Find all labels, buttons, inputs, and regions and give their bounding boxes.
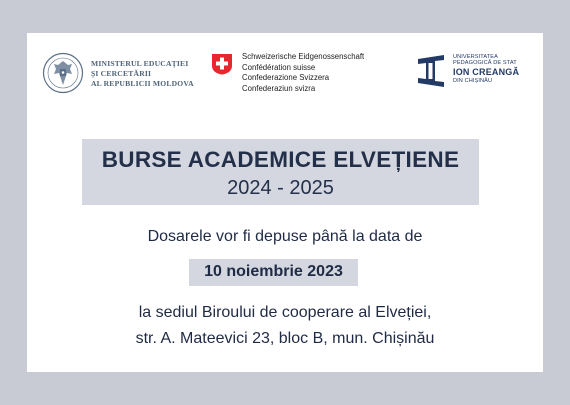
deadline-date-banner	[189, 259, 358, 286]
university-name-line: PEDAGOGICĂ DE STAT	[453, 60, 517, 67]
moldova-coat-of-arms-icon	[42, 52, 84, 94]
deadline-text: Dosarele vor fi depuse până la data de	[147, 228, 423, 245]
deadline-date: 10 noiembrie 2023	[204, 263, 343, 280]
university-name-main: ION CREANGĂ	[453, 66, 520, 77]
announcement-card	[27, 33, 543, 372]
swiss-name-line: Confederaziun svizra	[242, 83, 316, 93]
swiss-name-line: Schweizerische Eidgenossenschaft	[242, 52, 365, 61]
address-line: str. A. Mateevici 23, bloc B, mun. Chișinău	[135, 330, 435, 347]
ministry-name-line: AL REPUBLICII MOLDOVA	[91, 79, 194, 88]
ministry-name-line: ȘI CERCETĂRII	[91, 69, 152, 78]
university-logo	[416, 53, 541, 93]
upsc-logo-icon	[416, 53, 446, 89]
address-line: la sediul Biroului de cooperare al Elveției,	[138, 304, 432, 321]
university-name-line: UNIVERSITATEA	[453, 54, 498, 60]
swiss-flag-icon	[211, 53, 233, 75]
swiss-name-line: Confédération suisse	[242, 62, 316, 72]
academic-years: 2024 - 2025	[227, 177, 334, 199]
university-name-line: DIN CHIȘINĂU	[453, 77, 493, 84]
ministry-logo	[42, 49, 202, 99]
ministry-name-line: MINISTERUL EDUCAȚIEI	[91, 59, 189, 68]
page-title: BURSE ACADEMICE ELVEȚIENE	[101, 147, 460, 172]
title-banner	[82, 139, 479, 205]
swiss-confederation-logo	[211, 51, 371, 101]
swiss-name-line: Confederazione Svizzera	[242, 73, 330, 83]
